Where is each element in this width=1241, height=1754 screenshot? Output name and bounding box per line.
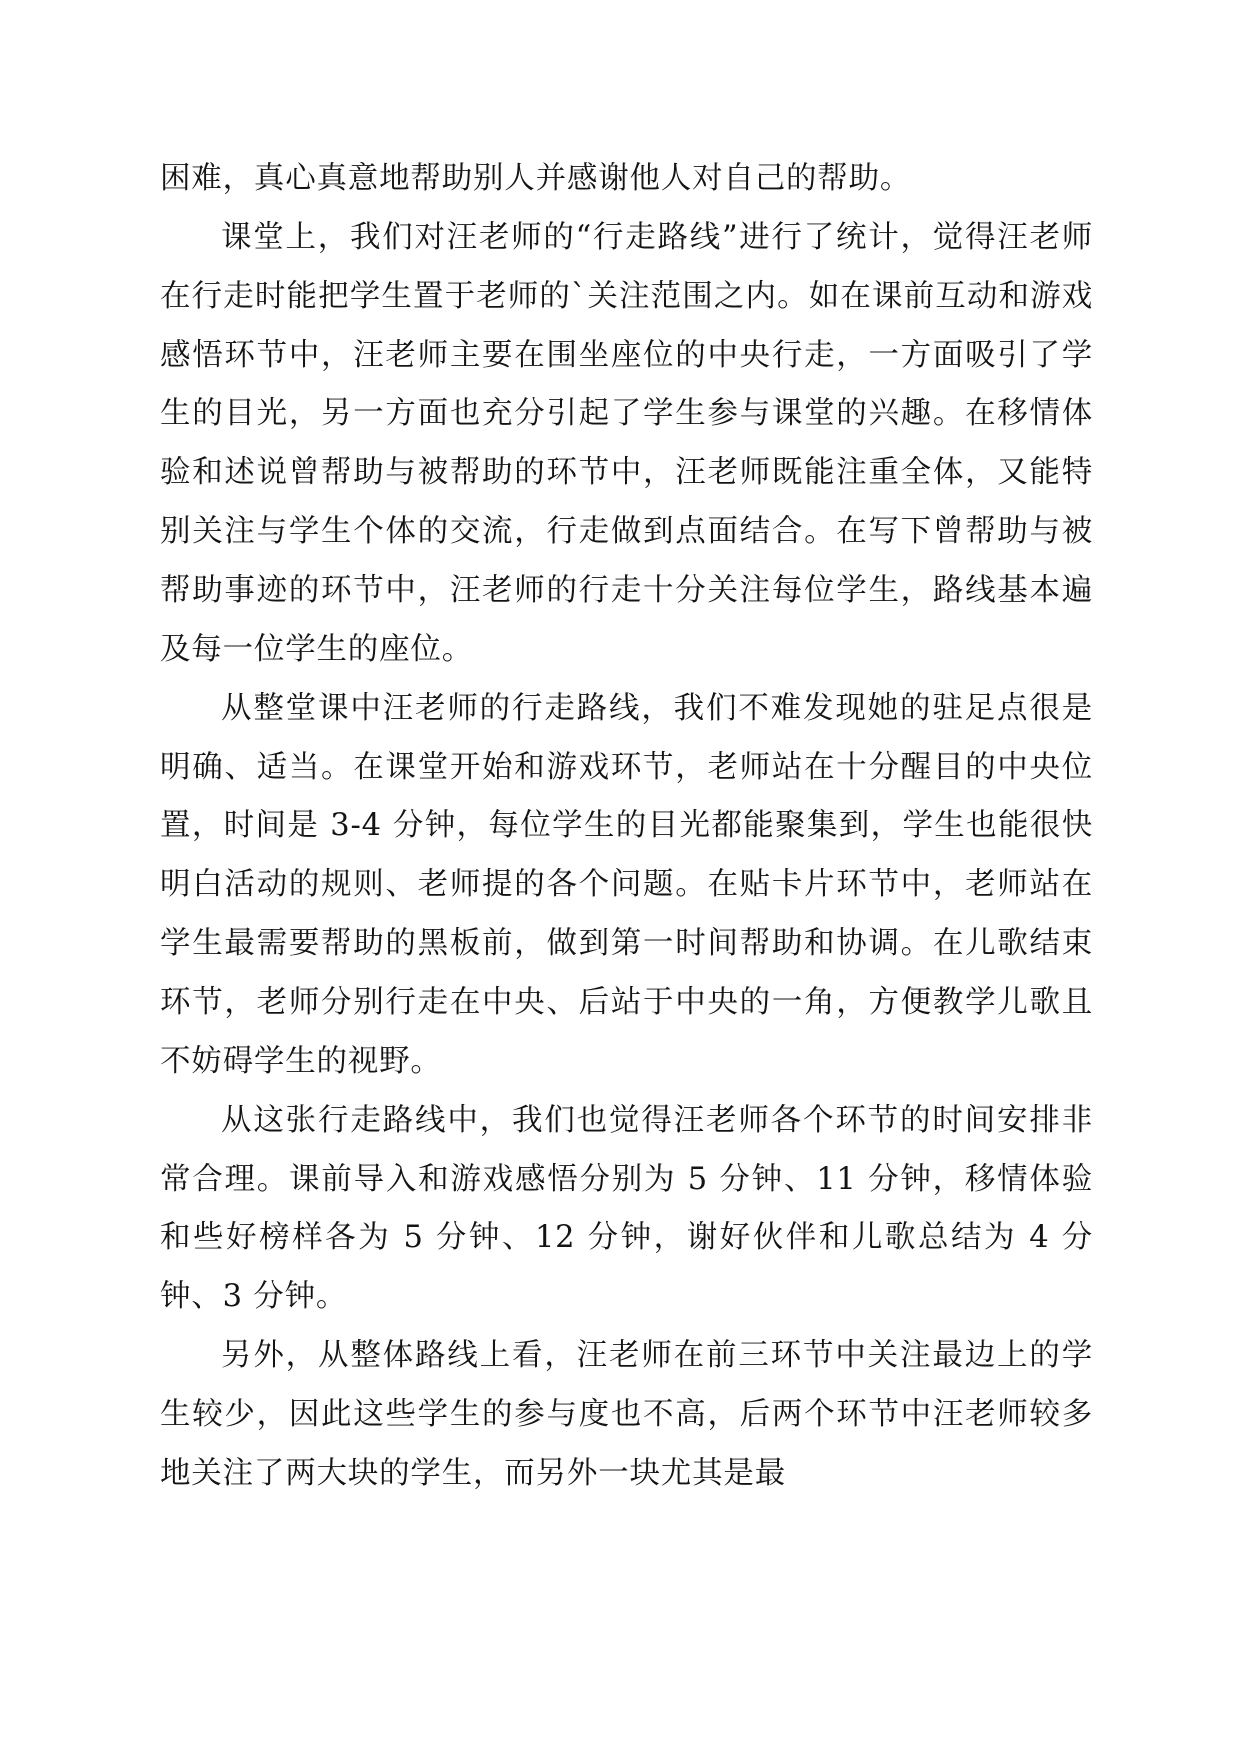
paragraph-1: 困难，真心真意地帮助别人并感谢他人对自己的帮助。 xyxy=(160,161,912,196)
paragraph-3: 从整堂课中汪老师的行走路线，我们不难发现她的驻足点很是明确、适当。在课堂开始和游戏环节，老师站在十分醒目的中央位置，时间是 3-4 分钟，每位学生的目光都能聚集到，学生也能很快明白活动的规则、老师提的各个问题。在贴卡片环节中，老师站在学生最需要帮助的黑板前，做到第一时间帮助和协调。在儿歌结束环节，老师分别行走在中央、后站于中央的一角，方便教学儿歌且不妨碍学生的视野。 xyxy=(160,690,1093,1079)
paragraph-5: 另外，从整体路线上看，汪老师在前三环节中关注最边上的学生较少，因此这些学生的参与度也不高，后两个环节中汪老师较多地关注了两大块的学生，而另外一块尤其是最 xyxy=(160,1338,1093,1491)
paragraph-4: 从这张行走路线中，我们也觉得汪老师各个环节的时间安排非常合理。课前导入和游戏感悟分别为 5 分钟、11 分钟，移情体验和些好榜样各为 5 分钟、12 分钟，谢好伙伴和儿歌总结为 4 分钟、3 分钟。 xyxy=(160,1102,1093,1315)
document-body xyxy=(160,150,1093,1504)
paragraph-2: 课堂上，我们对汪老师的“行走路线”进行了统计，觉得汪老师在行走时能把学生置于老师的`关注范围之内。如在课前互动和游戏感悟环节中，汪老师主要在围坐座位的中央行走，一方面吸引了学生的目光，另一方面也充分引起了学生参与课堂的兴趣。在移情体验和述说曾帮助与被帮助的环节中，汪老师既能注重全体，又能特别关注与学生个体的交流，行走做到点面结合。在写下曾帮助与被帮助事迹的环节中，汪老师的行走十分关注每位学生，路线基本遍及每一位学生的座位。 xyxy=(160,219,1093,667)
